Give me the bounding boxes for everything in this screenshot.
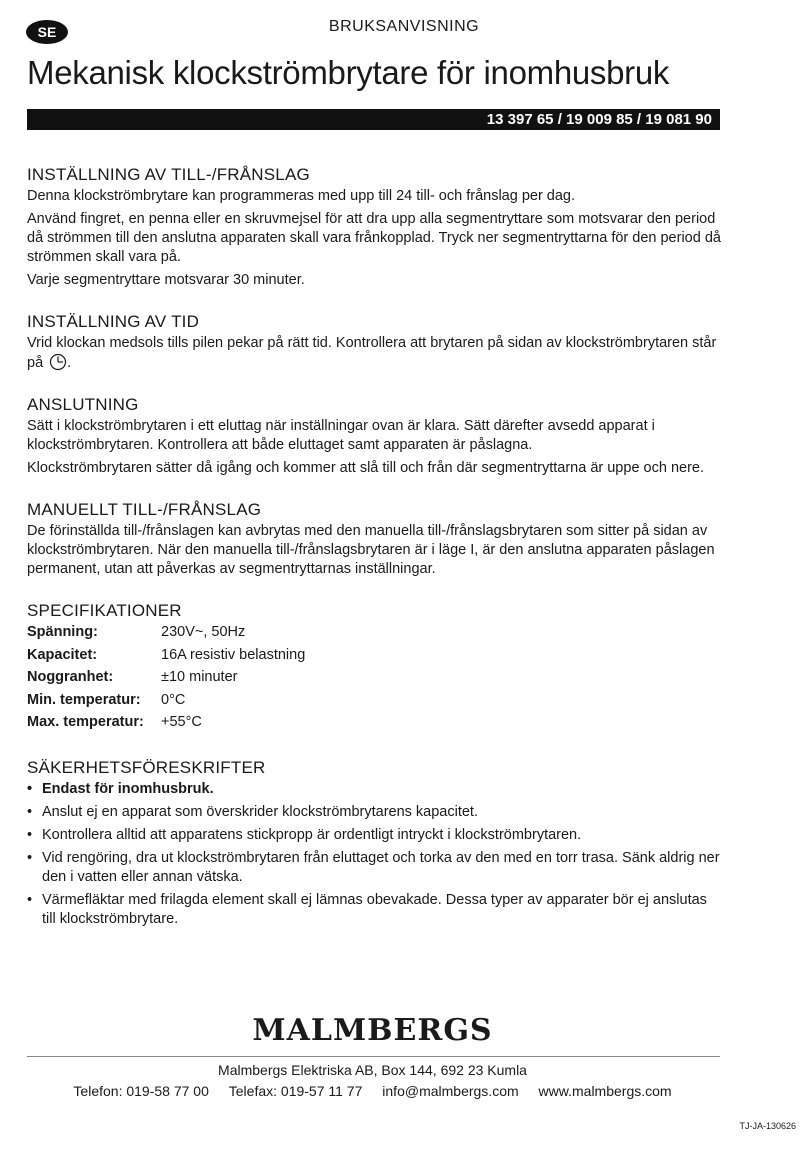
spec-label: Spänning: (27, 624, 98, 640)
article-number-bar: 13 397 65 / 19 009 85 / 19 081 90 (27, 109, 720, 130)
paragraph: Använd fingret, en penna eller en skruvmejsel för att dra upp alla segmentryttare som motsvarar den period då strömmen till den anslutna apparaten skall vara frånkopplad. Tryck ner segmentryttarna för den period då strömmen skall vara på. (27, 211, 721, 265)
company-logo: MALMBERGS (252, 1013, 493, 1048)
section-heading: SPECIFIKATIONER (27, 601, 182, 620)
section-heading: ANSLUTNING (27, 395, 139, 414)
spec-label: Max. temperatur: (27, 714, 144, 730)
safety-item: • Vid rengöring, dra ut klockströmbrytaren från eluttaget och torka av den med en torr trasa. Sänk aldrig ner den i vatten eller annan vätska. (27, 849, 722, 887)
spec-row (27, 623, 305, 646)
spec-row (27, 713, 305, 736)
safety-item: • Endast för inomhusbruk. (27, 780, 722, 799)
website-link[interactable]: www.malmbergs.com (538, 1083, 672, 1099)
section-connection (27, 395, 722, 478)
spec-label: Noggranhet: (27, 669, 114, 685)
document-code: TJ-JA-130626 (739, 1121, 796, 1131)
paragraph: Denna klockströmbrytare kan programmeras med upp till 24 till- och frånslag per dag. (27, 188, 576, 204)
manual-content (27, 165, 722, 951)
paragraph: Varje segmentryttare motsvarar 30 minuter. (27, 272, 305, 288)
safety-list (27, 780, 722, 929)
contact-line (0, 1083, 745, 1099)
section-onoff-setting (27, 165, 722, 290)
paragraph: De förinställda till-/frånslagen kan avbrytas med den manuella till-/frånslagsbrytaren som sitter på sidan av klockströmbrytaren. När den manuella till-/frånslagsbrytaren är i läge I, är den anslutna apparaten påslagen permanent, utan att påverkas av segmentryttarnas inställningar. (27, 523, 715, 577)
paragraph (27, 334, 722, 373)
section-specifications (27, 601, 722, 736)
section-heading: SÄKERHETSFÖRESKRIFTER (27, 757, 266, 777)
paragraph: Sätt i klockströmbrytaren i ett eluttag när inställningar ovan är klara. Sätt därefter avsedd apparat i klockströmbrytaren. Kontrollera att både eluttaget samt apparaten är påslagna. (27, 418, 655, 453)
paragraph-text: Vrid klockan medsols tills pilen pekar på rätt tid. Kontrollera att brytaren på sidan av klockströmbrytaren står på (27, 335, 717, 371)
spec-row (27, 668, 305, 691)
clock-icon (49, 353, 67, 371)
document-type: BRUKSANVISNING (328, 18, 480, 35)
section-heading: MANUELLT TILL-/FRÅNSLAG (27, 500, 262, 519)
section-manual-switch (27, 500, 722, 579)
spec-table (27, 623, 305, 736)
spec-value: 16A resistiv belastning (161, 646, 306, 663)
spec-value: 230V~, 50Hz (161, 624, 246, 640)
section-safety (27, 758, 722, 929)
page-title: Mekanisk klockströmbrytare för inomhusbruk (27, 54, 670, 91)
spec-label: Kapacitet: (27, 646, 98, 663)
section-heading: INSTÄLLNING AV TID (27, 312, 200, 331)
safety-item: • Värmefläktar med frilagda element skall ej lämnas obevakade. Dessa typer av apparater bör ej anslutas till klockströmbrytare. (27, 891, 722, 929)
safety-item: • Kontrollera alltid att apparatens stickpropp är ordentligt intryckt i klockströmbrytaren. (27, 826, 722, 845)
spec-row (27, 646, 305, 669)
email-link[interactable]: info@malmbergs.com (382, 1083, 519, 1099)
footer-divider (27, 1056, 720, 1057)
section-time-setting (27, 312, 722, 373)
spec-label: Min. temperatur: (27, 691, 141, 708)
safety-item: • Anslut ej en apparat som överskrider klockströmbrytarens kapacitet. (27, 803, 722, 822)
fax-number: Telefax: 019-57 11 77 (228, 1083, 363, 1099)
paragraph: Klockströmbrytaren sätter då igång och kommer att slå till och från där segmentryttarna är uppe och nere. (27, 460, 704, 476)
spec-value: +55°C (161, 714, 202, 730)
section-heading: INSTÄLLNING AV TILL-/FRÅNSLAG (27, 165, 310, 184)
spec-value: ±10 minuter (161, 669, 238, 685)
language-badge: SE (26, 20, 68, 44)
company-address: Malmbergs Elektriska AB, Box 144, 692 23 Kumla (218, 1062, 527, 1078)
phone-number: Telefon: 019-58 77 00 (73, 1083, 209, 1099)
spec-value: 0°C (161, 691, 186, 708)
paragraph-end: . (67, 355, 72, 371)
spec-row (27, 691, 305, 714)
